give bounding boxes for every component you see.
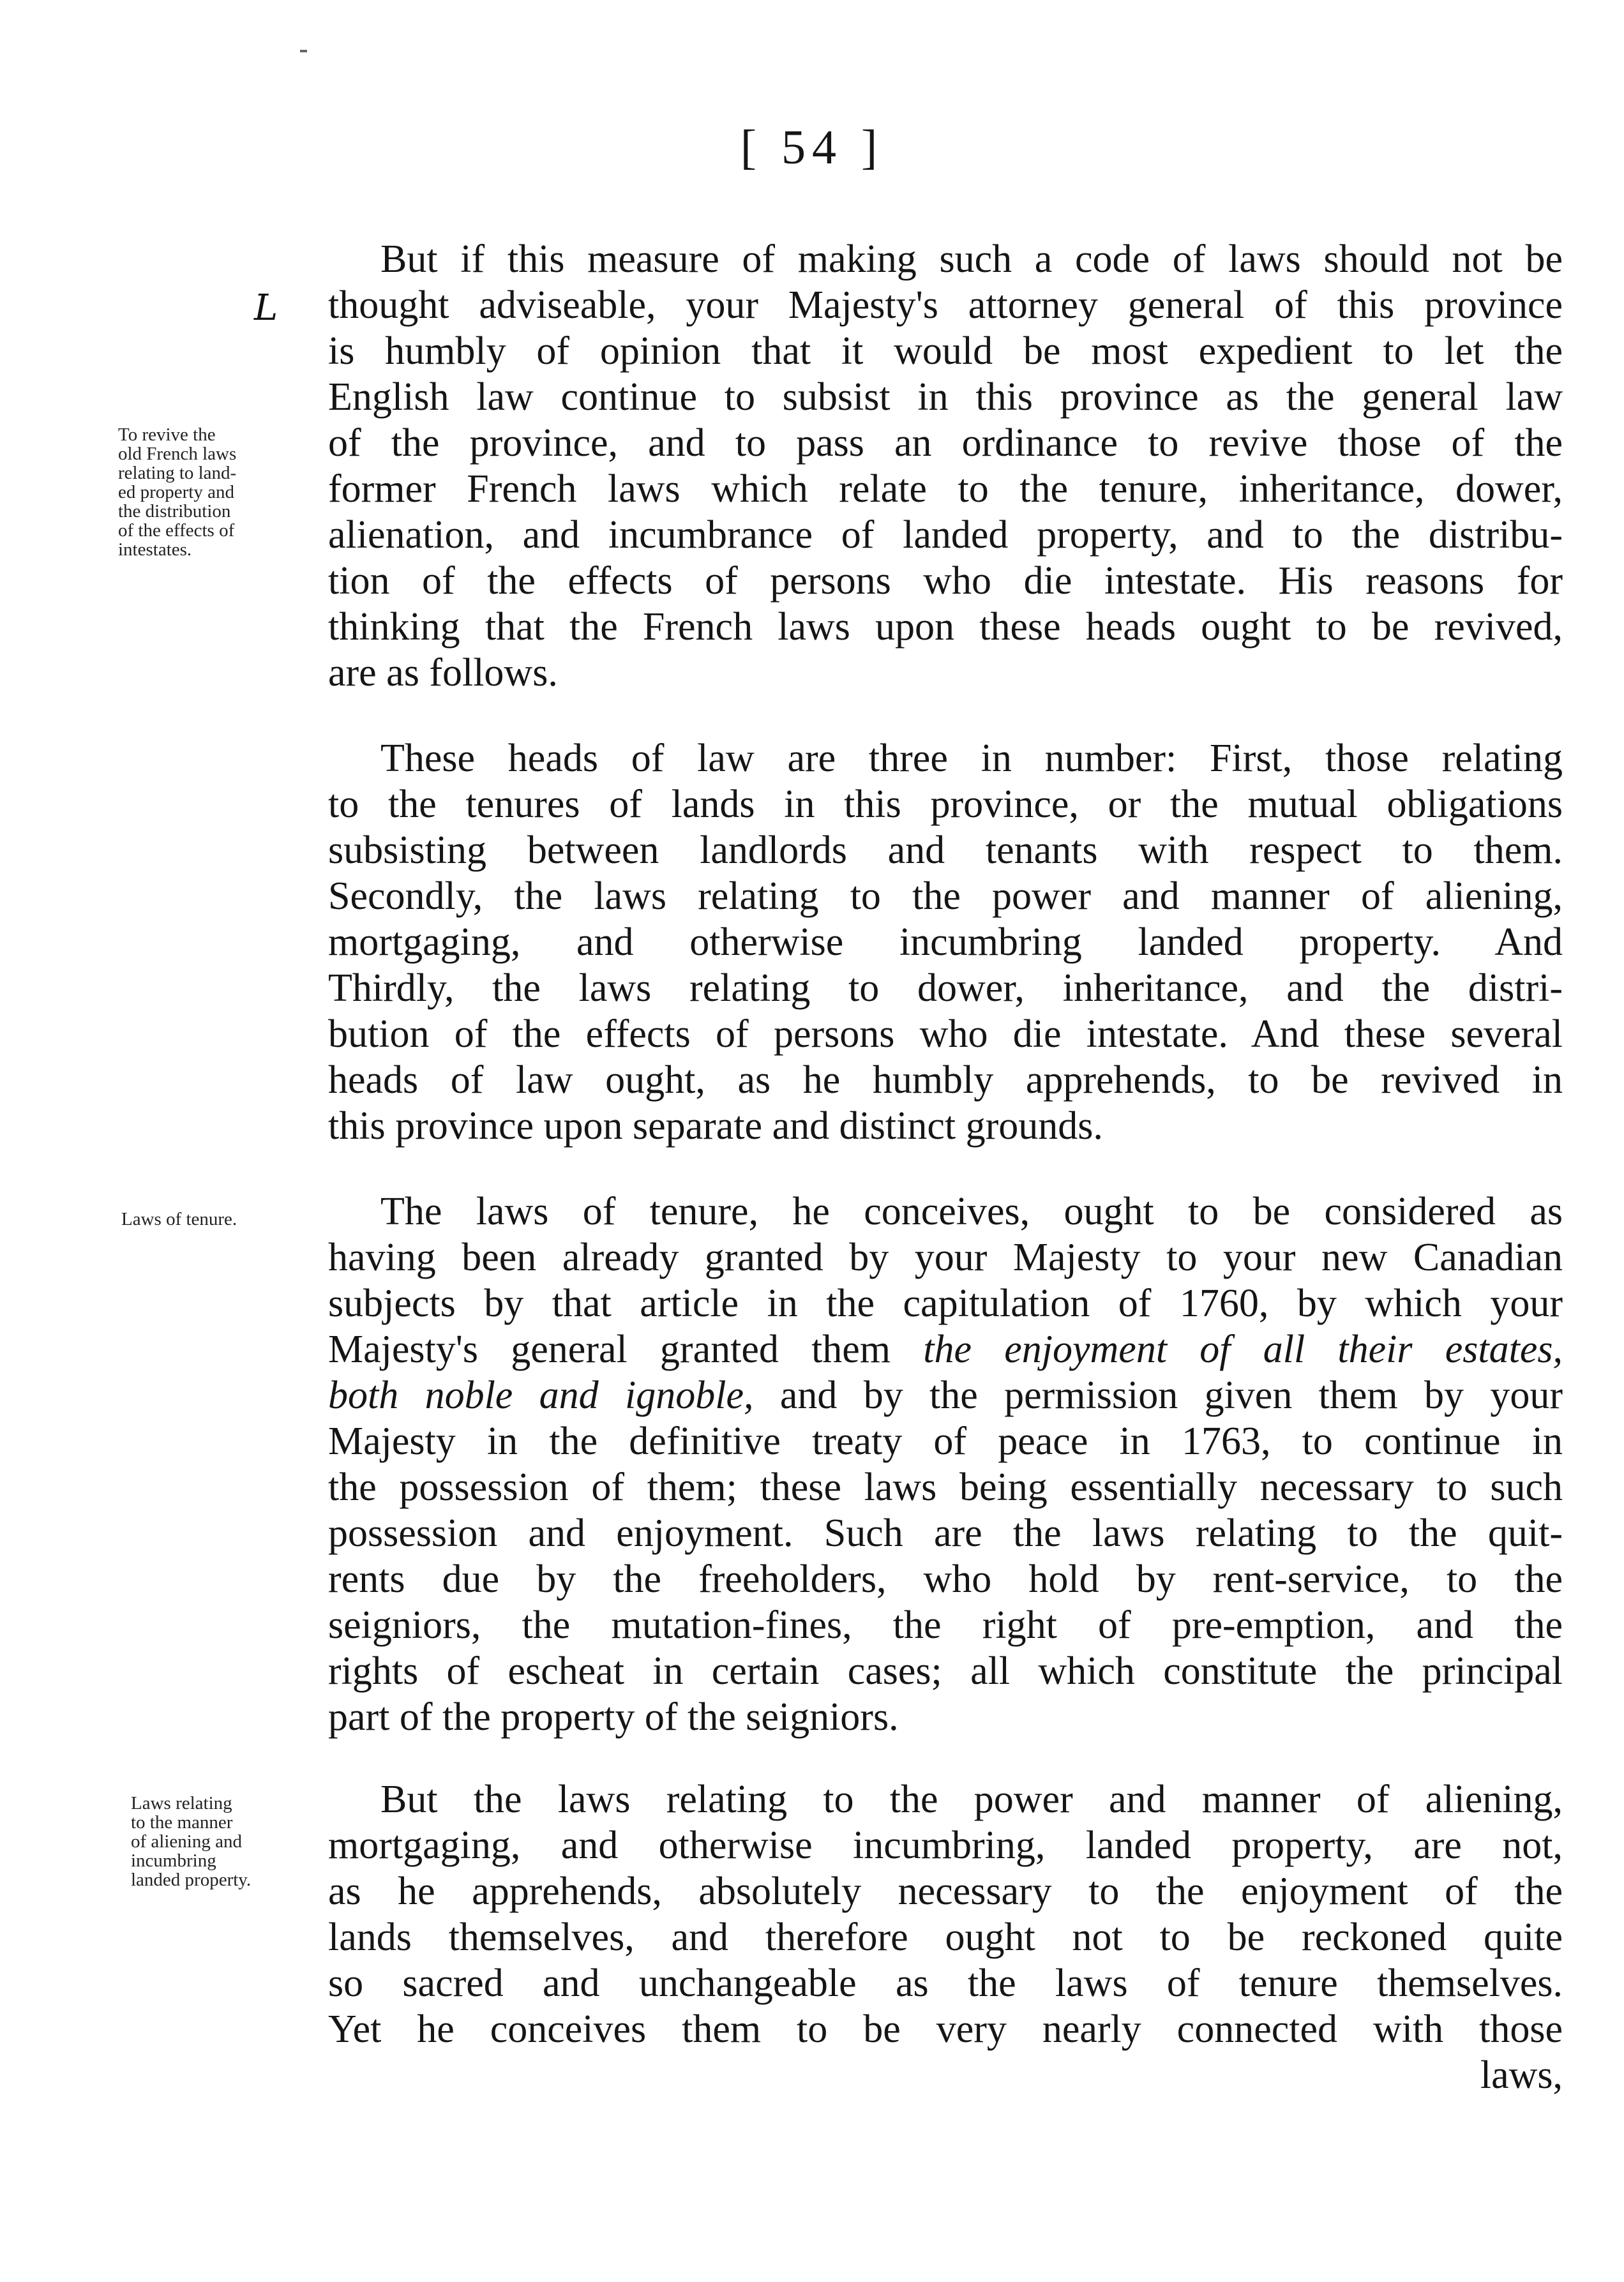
- italic-text: the enjoyment of all their estates,: [923, 1328, 1563, 1371]
- paragraph-line: [328, 1326, 1563, 1372]
- paragraph-line: lands themselves, and therefore ought not to be reckoned quite: [328, 1916, 1563, 1959]
- page-number: [ 54 ]: [740, 121, 884, 174]
- paragraph-line: to the tenures of lands in this province, or the mutual obligations: [328, 783, 1563, 826]
- paragraph-line: subsisting between landlords and tenants with respect to them.: [328, 829, 1563, 872]
- paragraph-line: this province upon separate and distinct grounds.: [328, 1104, 1103, 1148]
- paragraph-line: [328, 1372, 1563, 1418]
- paragraph-line: so sacred and unchangeable as the laws of tenure themselves.: [328, 1962, 1563, 2005]
- paragraph-line: as he apprehends, absolutely necessary to the enjoyment of the: [328, 1870, 1563, 1913]
- paragraph-line: former French laws which relate to the tenure, inheritance, dower,: [328, 467, 1563, 511]
- text-run: Majesty's general granted them: [328, 1328, 924, 1371]
- paragraph-line: mortgaging, and otherwise incumbring, landed property, are not,: [328, 1824, 1563, 1867]
- margin-note-revive: To revive the old French laws relating to land- ed property and the distribution of the effects of intestates.: [118, 424, 237, 560]
- paragraph-line: having been already granted by your Majesty to your new Canadian: [328, 1236, 1563, 1279]
- paragraph-line: are as follows.: [328, 651, 558, 694]
- paragraph-line: heads of law ought, as he humbly apprehends, to be revived in: [328, 1058, 1563, 1102]
- italic-text: both noble and ignoble,: [328, 1374, 754, 1417]
- paragraph-line: thought adviseable, your Majesty's attorney general of this province: [328, 283, 1563, 327]
- paragraph-line: bution of the effects of persons who die intestate. And these several: [328, 1012, 1563, 1056]
- paragraph-line: Thirdly, the laws relating to dower, inheritance, and the distri-: [328, 966, 1563, 1010]
- paragraph-line: These heads of law are three in number: First, those relating: [380, 737, 1563, 780]
- paragraph-line: mortgaging, and otherwise incumbring landed property. And: [328, 920, 1563, 964]
- paragraph-line: rights of escheat in certain cases; all which constitute the principal: [328, 1649, 1563, 1693]
- paragraph-line: The laws of tenure, he conceives, ought to be considered as: [380, 1190, 1563, 1233]
- paragraph-line: Secondly, the laws relating to the power and manner of aliening,: [328, 875, 1563, 918]
- paragraph-3: [328, 1189, 1563, 1740]
- handwritten-mark: L: [254, 287, 278, 329]
- margin-note-tenure: Laws of tenure.: [121, 1209, 237, 1229]
- paragraph-line: is humbly of opinion that it would be most expedient to let the: [328, 329, 1563, 373]
- paragraph-line: Yet he conceives them to be very nearly connected with those: [328, 2008, 1563, 2051]
- catchword: laws,: [1480, 2053, 1563, 2097]
- paragraph-line: subjects by that article in the capitulation of 1760, by which your: [328, 1282, 1563, 1325]
- text-run: and by the permission given them by your: [753, 1374, 1563, 1417]
- margin-note-aliening: Laws relating to the manner of aliening and incumbring landed property.: [131, 1793, 252, 1890]
- paragraph-4: [328, 1776, 1563, 2098]
- paragraph-line: of the province, and to pass an ordinance to revive those of the: [328, 421, 1563, 465]
- paragraph-line: English law continue to subsist in this province as the general law: [328, 375, 1563, 419]
- paragraph-line: part of the property of the seigniors.: [328, 1695, 899, 1739]
- paragraph-line: thinking that the French laws upon these heads ought to be revived,: [328, 605, 1563, 649]
- ink-mark: [300, 50, 307, 52]
- paragraph-line: seigniors, the mutation-fines, the right of pre-emption, and the: [328, 1603, 1563, 1647]
- paragraph-line: But the laws relating to the power and manner of aliening,: [380, 1778, 1563, 1821]
- paragraph-line: tion of the effects of persons who die intestate. His reasons for: [328, 559, 1563, 603]
- paragraph-line: But if this measure of making such a code of laws should not be: [380, 237, 1563, 281]
- paragraph-line: alienation, and incumbrance of landed property, and to the distribu-: [328, 513, 1563, 557]
- paragraph-line: possession and enjoyment. Such are the laws relating to the quit-: [328, 1512, 1563, 1555]
- paragraph-2: [328, 735, 1563, 1149]
- paragraph-1: [328, 236, 1563, 696]
- paragraph-line: the possession of them; these laws being essentially necessary to such: [328, 1466, 1563, 1509]
- paragraph-line: Majesty in the definitive treaty of peace in 1763, to continue in: [328, 1420, 1563, 1463]
- paragraph-line: rents due by the freeholders, who hold by rent-service, to the: [328, 1558, 1563, 1601]
